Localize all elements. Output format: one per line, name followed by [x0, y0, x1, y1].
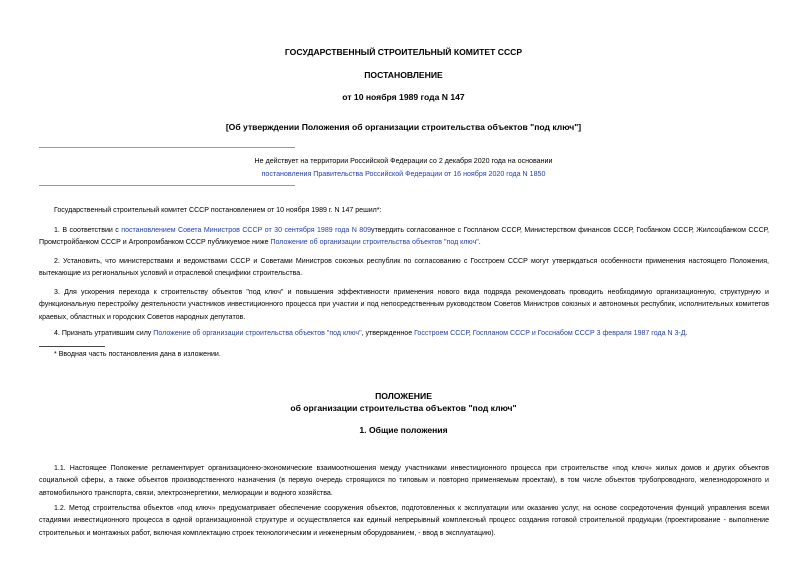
paragraph-1 [39, 225, 769, 250]
p4-link-gosplan[interactable]: Госпланом СССР и Госснабом СССР 3 февраля 1987 года N 3-Д [472, 330, 686, 337]
notice-bottom-rule [39, 185, 295, 186]
p1-text-c: . [478, 239, 481, 247]
p4-link-gosstroy[interactable]: Госстроем СССР [414, 330, 469, 337]
page-title-committee: ГОСУДАРСТВЕННЫЙ СТРОИТЕЛЬНЫЙ КОМИТЕТ СССР [284, 47, 523, 57]
doc-subject-title: [Об утверждении Положения об организации строительства объектов "под ключ"] [225, 122, 582, 132]
p1-text-a: 1. В соответствии с [54, 227, 122, 234]
section-title: ПОЛОЖЕНИЕ [375, 391, 432, 401]
p1-link-regulation[interactable]: Положение об организации строительства объектов "под ключ" [270, 239, 479, 247]
paragraph-1-2: 1.2. Метод строительства объектов «под ключ» предусматривает обеспечение сооружения объектов, подготовленных к эксплуатации или оказанию услуг, на основе сосредоточения функций управления всеми стадиями инвестиционного процесса в одной организационной структуре и осуществляется как единый непрерывный комплексный процесс создания готовой строительной продукции (проектирование - выполнение строительных и монтажных работ, включая комплектацию строек технологическим и инженерным оборудованием, - ввод в эксплуатацию). [39, 505, 769, 537]
doc-date-number: от 10 ноября 1989 года N 147 [342, 92, 465, 102]
p4-text-a: 4. Признать утратившим силу [54, 330, 154, 337]
p4-text-d: . [685, 330, 688, 337]
p4-link-regulation[interactable]: Положение об организации строительства объектов "под ключ" [153, 330, 362, 337]
doc-type-title: ПОСТАНОВЛЕНИЕ [364, 70, 443, 80]
paragraph-3: 3. Для ускорения перехода к строительству объектов "под ключ" и повышения эффективности применения нового вида подряда рекомендовать проводить необходимую организационную, структурную и функциональную перестройку деятельности участников инвестиционного процесса при участии и под непосредственным руководством Советов Министров союзных и автономных республик, исполнительных комитетов краевых, областных и городских Советов народных депутатов. [39, 289, 769, 321]
footnote-rule [39, 346, 105, 347]
notice-top-rule [39, 147, 295, 148]
footnote-text: * Вводная часть постановления дана в изложении. [54, 351, 221, 358]
paragraph-1-1: 1.1. Настоящее Положение регламентирует организационно-экономические взаимоотношения между участниками инвестиционного процесса при строительстве «под ключ» жилых домов и других объектов социальной сферы, а также объектов производственного назначения (в первую очередь строящихся по типовым и повторно применяемым проектам), в том числе объектов трубопроводного, железнодорожного и автомобильного транспорта, связи, электроэнергетики, мелиорации и водного хозяйства. [39, 465, 769, 497]
p4-text-c: , [468, 330, 473, 337]
status-notice-text: Не действует на территории Российской Федерации со 2 декабря 2020 года на основании [254, 157, 553, 165]
section-subtitle: об организации строительства объектов "под ключ" [290, 403, 517, 413]
p4-text-b: , утвержденное [361, 330, 415, 337]
preamble-paragraph: Государственный строительный комитет СССР постановлением от 10 ноября 1989 г. N 147 решил*: [54, 207, 382, 214]
p1-text-b: утвердить согласованное с Госпланом СССР, Министерством финансов СССР, Госбанком СССР, Жилсоцбанком СССР, Промстройбанком СССР и Агропромбанком СССР публикуемое ниже [39, 227, 769, 247]
p1-link-decree[interactable]: постановлением Совета Министров СССР от 30 сентября 1989 года N 809 [121, 227, 372, 234]
section-heading: 1. Общие положения [359, 425, 448, 435]
paragraph-4 [39, 328, 769, 340]
paragraph-2: 2. Установить, что министерствами и ведомствами СССР и Советами Министров союзных республик по согласованию с Госстроем СССР могут утверждаться особенности применения настоящего Положения, вытекающие из региональных условий и отраслевой специфики строительства. [39, 258, 769, 278]
status-notice-link[interactable]: постановления Правительства Российской Федерации от 16 ноября 2020 года N 1850 [261, 170, 546, 178]
